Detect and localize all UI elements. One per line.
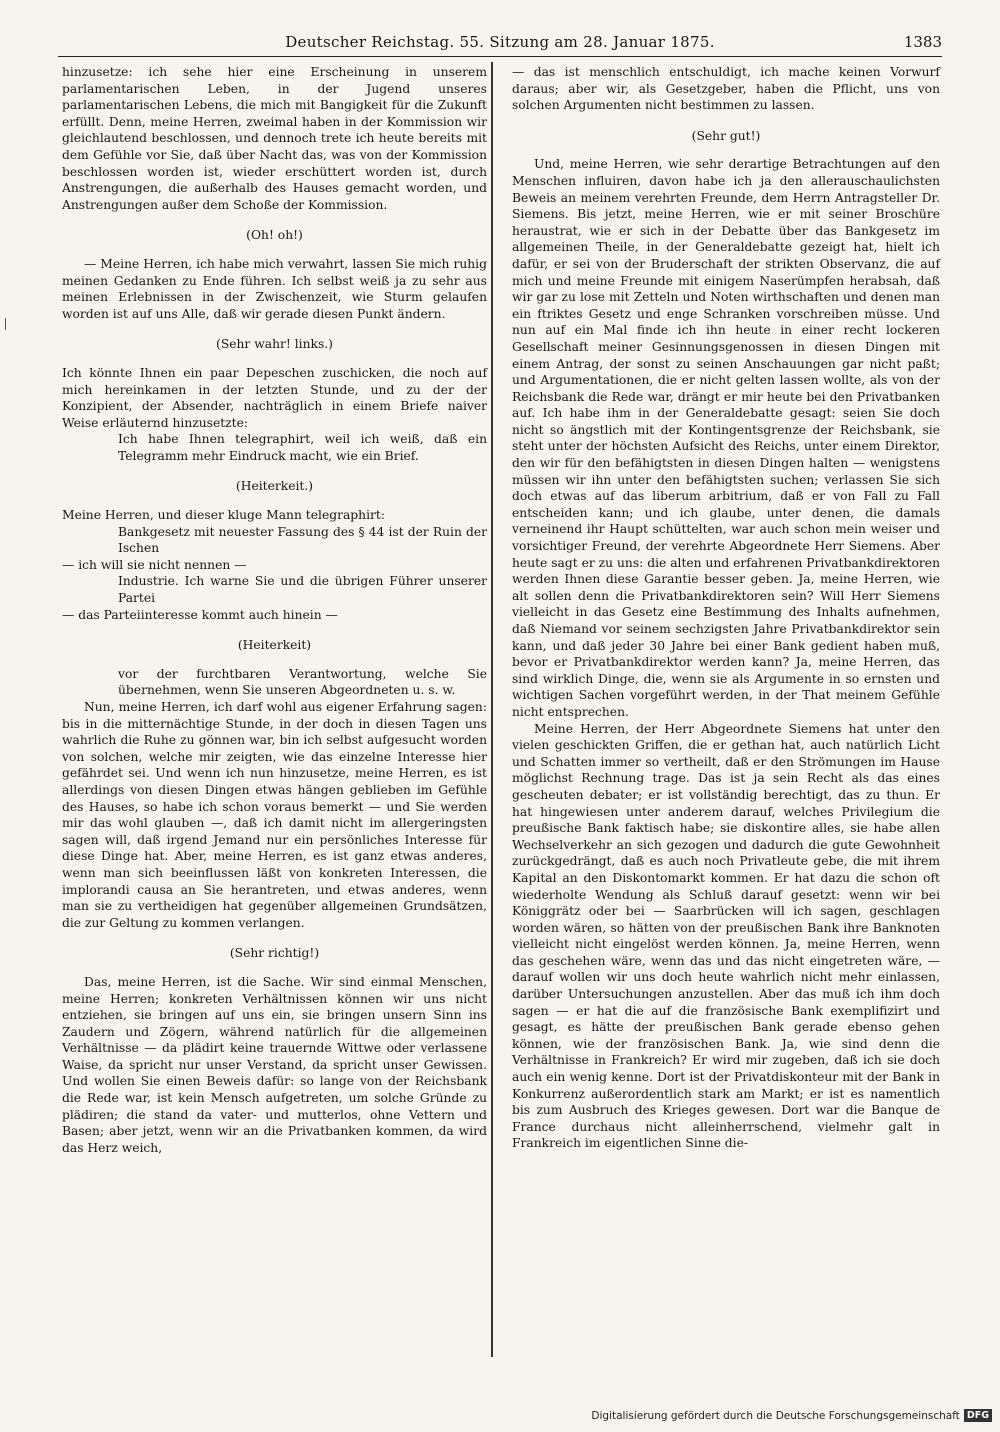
interjection: (Sehr richtig!) [229, 946, 320, 961]
paragraph: Das, meine Herren, ist die Sache. Wir sind einmal Menschen, meine Herren; konkreten Verhältnissen können wir uns nicht entziehen, sie bringen auf uns ein, sie bringen unsern Sinn ins Zaudern und Zögern, während natürlich für die allgemeinen Verhältnisse — da plädirt keine trauernde Wittwe oder verlassene Waise, da spricht nur unser Verstand, da spricht unser Gewissen. Und wollen Sie einen Beweis dafür: so lange von der Reichsbank die Rede war, ist kein Mensch aufgetreten, um solche Gründe zu plädiren; die stand da vater- und mutterlos, ohne Vettern und Basen; aber jetzt, wenn wir an die Privatbanken kommen, da wird das Herz weich, [62, 974, 487, 1155]
page-header [58, 30, 942, 57]
interjection: (Oh! oh!) [246, 228, 303, 243]
aside: — ich will sie nicht nennen — [62, 557, 247, 572]
paragraph: hinzusetze: ich sehe hier eine Erscheinung in unserem parlamentarischen Leben, in der Jugend unseres parlamentarischen Lebens, die mich mit Bangigkeit für die Zukunft erfüllt. Denn, meine Herren, zweimal haben in der Kommission wir gleichlautend beschlossen, und dennoch trete ich heute bereits mit dem Gefühle vor Sie, daß über Nacht das, was von der Kommission beschlossen worden ist, wieder erschüttert worden ist, durch Anstrengungen, die außerhalb des Hauses gemacht worden, und Anstrengungen außer dem Schoße der Kommission. [62, 65, 487, 212]
interjection: (Heiterkeit) [237, 638, 312, 653]
margin-mark [5, 318, 6, 330]
quoted-telegram: Bankgesetz mit neuester Fassung des § 44 ist der Ruin der Ischen [118, 524, 487, 556]
paragraph: Und, meine Herren, wie sehr derartige Betrachtungen auf den Menschen influiren, davon habe ich ja den allerauschaulichsten Beweis an meinem verehrten Freunde, dem Herrn Antragsteller Dr. Siemens. Bis jetzt, meine Herren, wie er mit seiner Broschüre heraustrat, wie er sich in der Debatte über das Bankgesetz im allgemeinen Theile, in der Generaldebatte gezeigt hat, hielt ich dafür, er sei von der Bruderschaft der strikten Observanz, die auf mich und meine Freunde mit einigem Naserümpfen herabsah, daß wir gar zu lose mit Zetteln und Noten wirthschaften und denen man ein ftriktes Gesetz und enge Schranken vorschreiben müsse. Und nun auf ein Mal finde ich ihn heute in einer recht lockeren Gesellschaft meiner Gesinnungsgenossen in diesen Dingen mit einem Antrag, der sonst zu seinen Anschauungen gar nicht paßt; und Argumentationen, die er nicht gelten lassen wollte, als von der Reichsbank die Rede war, drängt er mir heute bei den Privatbanken auf. Ich habe ihm in der Generaldebatte gesagt: seien Sie doch nicht so ängstlich mit der Kontingentsgrenze der Reichsbank, sie steht unter der höchsten Aufsicht des Reichs, unter einem Direktor, den wir für den befähigtsten in diesen Dingen halten — wenigstens müssen wir ihn unter den befähigtsten suchen; verlassen Sie sich doch etwas auf das liberum arbitrium, daß er von Fall zu Fall entscheiden kann; und ich glaube, unter denen, die damals verneinend ihr Haupt schüttelten, war auch schon mein weiser und vorsichtiger Freund, der verehrte Abgeordnete Herr Siemens. Aber heute sagt er zu uns: die alten und erfahrenen Privatbankdirektoren werden Ihnen diese Garantie besser geben. Ja, meine Herren, wie alt sollen denn die Privatbankdirektoren sein? Will Herr Siemens vielleicht in das Gesetz eine Bestimmung des Inhalts aufnehmen, daß Niemand vor seinem sechzigsten Jahre Privatbankdirektor sein kann, und daß jeder 30 Jahre bei einer Bank gedient haben muß, bevor er Privatbankdirektor werden kann? Ja, meine Herren, das sind wirklich Dinge, die, wenn sie als Argumente in so ernsten und wichtigen Sachen vorgeführt werden, in der That meinem Gefühle nicht entsprechen. [512, 157, 940, 719]
column-divider [491, 62, 493, 1357]
interjection: (Sehr wahr! links.) [216, 337, 333, 352]
interjection: (Heiterkeit.) [235, 479, 314, 494]
interjection: (Sehr gut!) [691, 128, 761, 143]
dfg-logo: DFG [964, 1409, 992, 1422]
right-column [512, 64, 940, 1152]
header-title: Deutscher Reichstag. 55. Sitzung am 28. Januar 1875. [285, 33, 715, 51]
quoted-telegram: Industrie. Ich warne Sie und die übrigen Führer unserer Partei [118, 574, 487, 606]
paragraph: — Meine Herren, ich habe mich verwahrt, lassen Sie mich ruhig meinen Gedanken zu Ende führen. Ich selbst weiß ja zu sehr aus meinen Erlebnissen in der Zwischenzeit, wie Sturm gelaufen worden ist auf uns Alle, daß wir gerade diesen Punkt ändern. [62, 256, 487, 321]
quoted-letter: Ich habe Ihnen telegraphirt, weil ich weiß, daß ein Telegramm mehr Eindruck macht, wie ein Brief. [118, 432, 487, 463]
page-footer [591, 1409, 992, 1422]
paragraph: Meine Herren, der Herr Abgeordnete Siemens hat unter den vielen geschickten Griffen, die er gethan hat, auch natürlich Licht und Schatten immer so vertheilt, daß er den Strömungen im Hause möglichst Rechnung trage. Das ist ja sein Recht als das eines gescheuten debater; er ist vollständig berechtigt, das zu thun. Er hat hingewiesen unter anderem darauf, welches Privilegium die preußische Bank faktisch habe; sie diskontire alles, sie habe allen Wechselverkehr an sich gezogen und dadurch die gute Gewohnheit zurückgedrängt, daß es auch noch Privatleute gebe, die mit ihrem Kapital an den Diskontomarkt kommen. Er hat dazu die schon oft wiederholte Wendung als Schluß darauf gesetzt: wenn wir bei Königgrätz oder bei — Saarbrücken will ich sagen, geschlagen worden wären, so hätten von der preußischen Bank ihre Banknoten vielleicht nicht eingelöst werden können. Ja, meine Herren, wenn das geschehen wäre, wenn das und das nicht eingetreten wäre, — darauf wollen wir uns doch heute wahrlich nicht mehr einlassen, darüber Untersuchungen anzustellen. Aber das muß ich ihm doch sagen — er hat die auf die französische Bank exemplifizirt und gesagt, es hätte der preußischen Bank gerade ebenso gehen können, wie der französischen Bank. Ja, wie sind denn die Verhältnisse in Frankreich? Er wird mir zugeben, daß ich sie doch auch ein wenig kenne. Dort ist der Privatdiskonteur mit der Bank in Konkurrenz außerordentlich stark am Markt; er ist es namentlich bis zum Ausbruch des Krieges gewesen. Dort war die Banque de France durchaus nicht alleinherrschend, vielmehr galt in Frankreich im eigentlichen Sinne die- [512, 721, 940, 1151]
quoted-telegram: vor der furchtbaren Verantwortung, welche Sie übernehmen, wenn Sie unseren Abgeordneten u. s. w. [118, 666, 487, 698]
paragraph: Ich könnte Ihnen ein paar Depeschen zuschicken, die noch auf mich hereinkamen in der letzten Stunde, und zu der der Konzipient, der Absender, nachträglich in einem Briefe naiver Weise erläuternd hinzusetzte: [62, 365, 487, 430]
paragraph: Meine Herren, und dieser kluge Mann telegraphirt: [62, 508, 385, 523]
paragraph: — das ist menschlich entschuldigt, ich mache keinen Vorwurf daraus; aber wir, als Gesetzgeber, haben die Pflicht, uns von solchen Argumenten nicht bestimmen zu lassen. [512, 65, 940, 113]
page-number: 1383 [903, 33, 942, 51]
footer-text: Digitalisierung gefördert durch die Deutsche Forschungsgemeinschaft [591, 1409, 960, 1422]
left-column [62, 64, 487, 1156]
paragraph: Nun, meine Herren, ich darf wohl aus eigener Erfahrung sagen: bis in die mitternächtige Stunde, in der doch in diesen Tagen uns wahrlich die Ruhe zu gönnen war, bin ich selbst aufgesucht worden von solchen, welche mir zeigten, wie das einzelne Interesse hier gefährdet sei. Und wenn ich nun hinzusetze, meine Herren, es ist allerdings von diesen Dingen etwas hängen geblieben im Gefühle des Hauses, so habe ich schon voraus bemerkt — und Sie werden mir das wohl glauben —, daß ich damit nicht im allergeringsten sagen will, daß irgend Jemand nur ein persönliches Interesse für diese Dinge hat. Aber, meine Herren, es ist ganz etwas anderes, wenn man sich beeinflussen läßt von konkreten Interessen, die implorandi causa an Sie herantreten, und etwas anderes, wenn man sie zu vertheidigen hat gegenüber allgemeinen Grundsätzen, die zur Geltung zu kommen verlangen. [62, 700, 487, 930]
aside: — das Parteiinteresse kommt auch hinein — [62, 607, 338, 622]
